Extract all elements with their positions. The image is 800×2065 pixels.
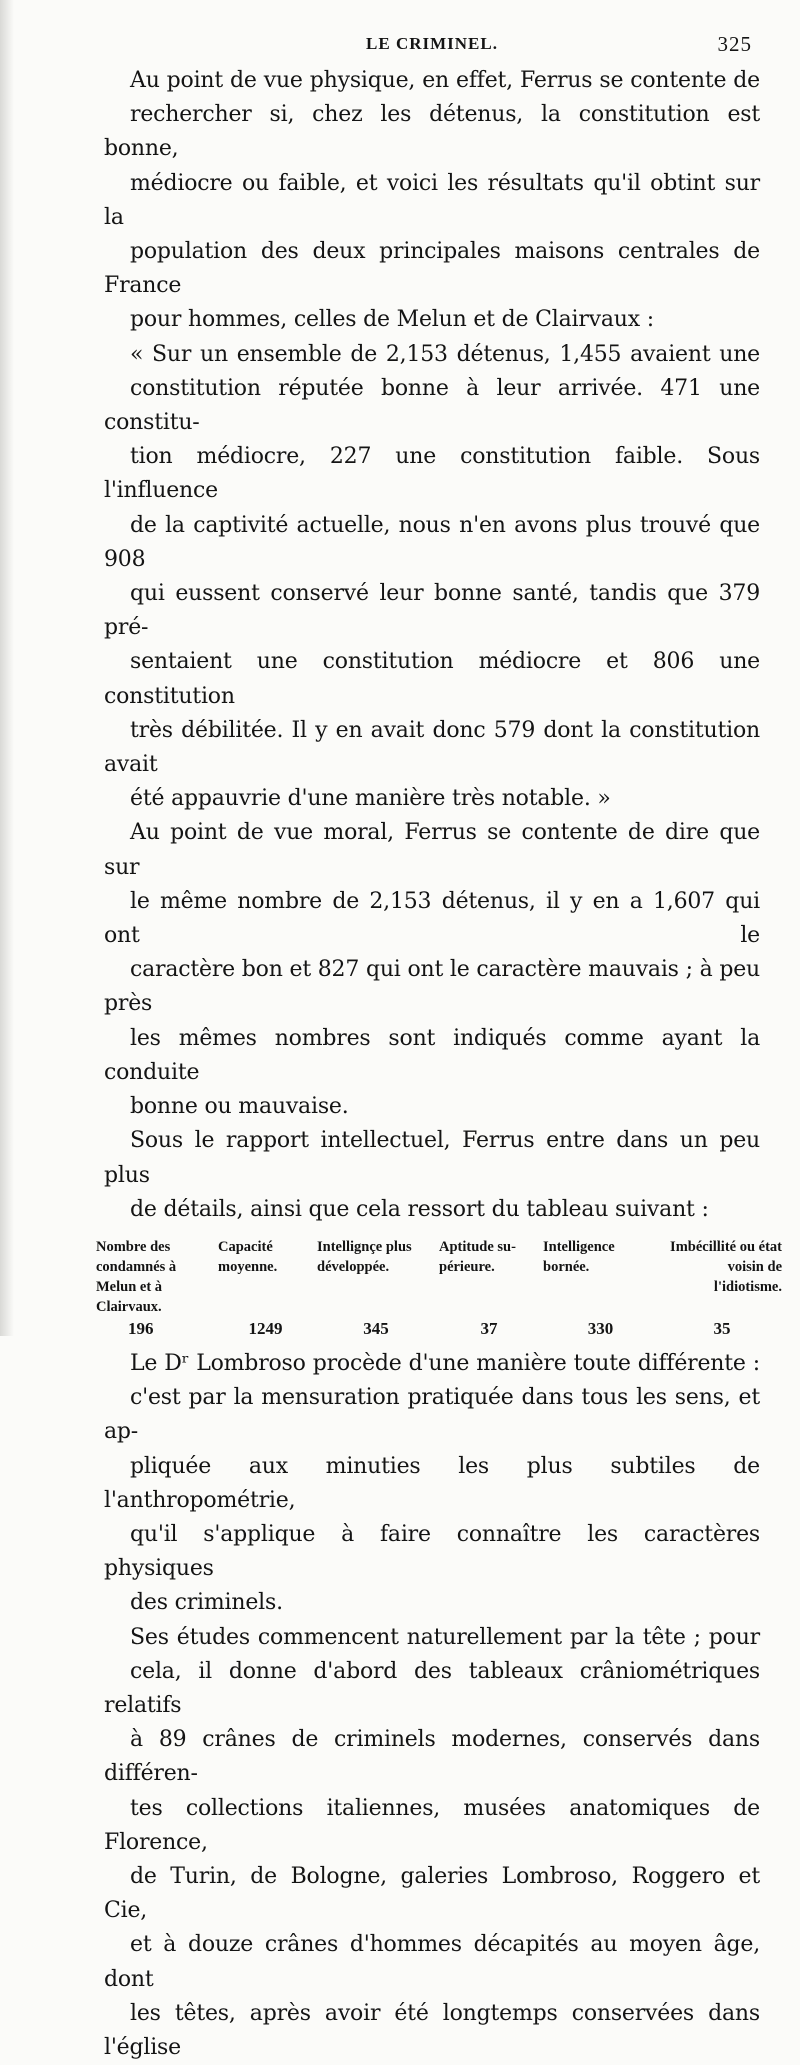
text-line: les têtes, après avoir été longtemps conservées dans l'église [104, 2000, 760, 2060]
table-cell: 330 [587, 1318, 614, 1338]
table-header: Capacité moyenne. [218, 1238, 278, 1275]
text-line: des criminels. [130, 1590, 283, 1616]
text-line: Ses études commencent naturellement par la tête ; pour [130, 1624, 760, 1650]
text-line: médiocre ou faible, et voici les résultats qu'il obtint sur la [104, 170, 760, 230]
table-cell: 37 [480, 1318, 498, 1338]
text-line: c'est par la mensuration pratiquée dans tous les sens, et ap- [104, 1385, 760, 1445]
text-line: population des deux principales maisons centrales de France [104, 239, 760, 299]
text-line: pour hommes, celles de Melun et de Clairvaux : [130, 307, 654, 333]
table-cell: 345 [363, 1318, 389, 1338]
text-line: à 89 crânes de criminels modernes, conservés dans différen- [104, 1727, 760, 1787]
paragraph-physique [104, 64, 760, 338]
text-line: tion médiocre, 227 une constitution faible. Sous l'influence [104, 444, 760, 504]
running-title: LE CRIMINEL. [366, 34, 498, 53]
text-line: Sous le rapport intellectuel, Ferrus entre dans un peu plus [104, 1128, 760, 1188]
text-line: de la captivité actuelle, nous n'en avons plus trouvé que 908 [104, 512, 760, 572]
text-line: tes collections italiennes, musées anatomiques de Florence, [104, 1795, 760, 1855]
text-line: sentaient une constitution médiocre et 806 une constitution [104, 649, 760, 709]
text-line: et à douze crânes d'hommes décapités au moyen âge, dont [104, 1932, 760, 1992]
table-cell: 1249 [248, 1318, 283, 1338]
table-header: Intelligence bornée. [543, 1238, 615, 1275]
text-line: Au point de vue moral, Ferrus se contente de dire que sur [104, 820, 760, 880]
running-head [104, 30, 760, 64]
text-line: pliquée aux minuties les plus subtiles de l'anthropométrie, [104, 1453, 760, 1513]
text-line: rechercher si, chez les détenus, la constitution est bonne, [104, 102, 760, 162]
text-line: qu'il s'applique à faire connaître les caractères physiques [104, 1521, 760, 1582]
text-line: Le Dʳ Lombroso procède d'une manière toute différente : [130, 1350, 760, 1376]
text-line: le même nombre de 2,153 détenus, il y en a 1,607 qui ont le [104, 888, 760, 949]
text-line: « Sur un ensemble de 2,153 détenus, 1,455 avaient une [130, 341, 760, 367]
table-cell: 196 [128, 1318, 154, 1338]
text-line: les mêmes nombres sont indiqués comme ayant la conduite [104, 1025, 760, 1085]
table-header-row [94, 1237, 784, 1317]
table-header: Nombre des condamnés à Melun et à Clairvaux. [96, 1238, 177, 1315]
text-line: bonne ou mauvaise. [130, 1094, 349, 1120]
text-line: très débilitée. Il y en avait donc 579 dont la constitution avait [104, 717, 760, 778]
table-header: Imbécillité ou état voisin de l'idiotisme. [670, 1238, 782, 1295]
text-line: caractère bon et 827 qui ont le caractère mauvais ; à peu près [104, 957, 760, 1017]
paragraph-quotation [104, 338, 760, 817]
text-line: Au point de vue physique, en effet, Ferrus se contente de [130, 68, 760, 93]
table-header: Aptitude su-périeure. [439, 1238, 516, 1275]
paragraph-etudes [104, 1621, 760, 2065]
page-number: 325 [717, 32, 752, 56]
text-line: cela, il donne d'abord des tableaux crâniométriques relatifs [104, 1658, 760, 1718]
text-line: qui eussent conservé leur bonne santé, tandis que 379 pré- [104, 581, 760, 641]
text-line: de Turin, de Bologne, galeries Lombroso, Roggero et Cie, [104, 1863, 760, 1924]
paragraph-intellectuel [104, 1124, 760, 1227]
intellect-table [94, 1237, 784, 1339]
text-line: été appauvrie d'une manière très notable. » [130, 786, 611, 812]
text-line: de détails, ainsi que cela ressort du tableau suivant : [130, 1196, 709, 1222]
paragraph-lombroso [104, 1347, 760, 1621]
text-line: constitution réputée bonne à leur arrivée. 471 une constitu- [104, 375, 760, 436]
paragraph-moral [104, 816, 760, 1124]
table-header: Intellignçe plus développée. [317, 1238, 412, 1275]
table-cell: 35 [713, 1318, 731, 1338]
